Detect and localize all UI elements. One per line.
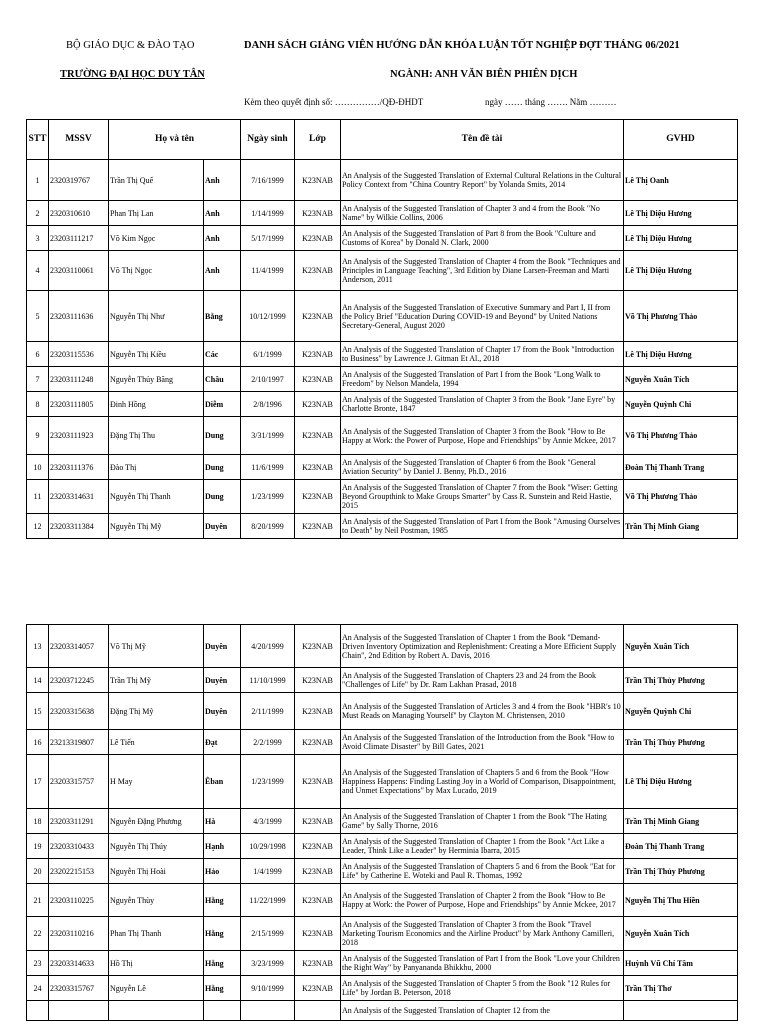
row-student-id: 23203111248 bbox=[49, 367, 109, 392]
row-student-id: 23203314631 bbox=[49, 480, 109, 514]
row-first-name: Anh bbox=[204, 251, 241, 291]
row-student-id: 2320319767 bbox=[49, 160, 109, 201]
row-supervisor: Võ Thị Phương Thảo bbox=[624, 480, 738, 514]
row-supervisor: Lê Thị Diệu Hương bbox=[624, 201, 738, 226]
row-class: K23NAB bbox=[295, 417, 341, 455]
row-class: K23NAB bbox=[295, 809, 341, 834]
table-row bbox=[27, 392, 738, 417]
row-birth-date: 6/1/1999 bbox=[241, 342, 295, 367]
row-class: K23NAB bbox=[295, 755, 341, 809]
row-last-name: Nguyễn Thị Thúy bbox=[109, 834, 204, 859]
row-topic: An Analysis of the Suggested Translation of Chapters 23 and 24 from the Book "Challenges of Life" by Dr. Ram Lakhan Prasad, 2018 bbox=[341, 668, 624, 693]
row-student-id: 23203712245 bbox=[49, 668, 109, 693]
row-topic: An Analysis of the Suggested Translation of Chapters 5 and 6 from the Book "How Happiness Happens: Finding Lasting Joy in a World of Comparison, Disappointment, and Unmet Expectations" by Max Lucado, 2019 bbox=[341, 755, 624, 809]
table-row bbox=[27, 201, 738, 226]
row-supervisor: Nguyễn Thị Thu Hiền bbox=[624, 884, 738, 917]
row-birth-date: 5/17/1999 bbox=[241, 226, 295, 251]
row-class bbox=[295, 1001, 341, 1021]
row-class: K23NAB bbox=[295, 514, 341, 539]
row-student-id: 23203110061 bbox=[49, 251, 109, 291]
table-row bbox=[27, 730, 738, 755]
row-student-id: 23203111636 bbox=[49, 291, 109, 342]
row-birth-date: 1/14/1999 bbox=[241, 201, 295, 226]
row-stt: 17 bbox=[27, 755, 49, 809]
row-topic: An Analysis of the Suggested Translation of Chapter 7 from the Book "Wiser: Getting Beyond Groupthink to Make Groups Smarter" by Cass R. Sunstein and Reid Hastie, 2015 bbox=[341, 480, 624, 514]
row-first-name: Dung bbox=[204, 417, 241, 455]
row-supervisor: Nguyễn Xuân Tích bbox=[624, 625, 738, 668]
row-stt: 24 bbox=[27, 976, 49, 1001]
row-birth-date: 2/15/1999 bbox=[241, 917, 295, 951]
row-class: K23NAB bbox=[295, 834, 341, 859]
row-last-name bbox=[109, 1001, 204, 1021]
row-stt: 10 bbox=[27, 455, 49, 480]
row-topic: An Analysis of the Suggested Translation of Chapter 3 from the Book "Travel Marketing Tourism Economics and the Airline Product" by Mark Anthony Camilleri, 2018 bbox=[341, 917, 624, 951]
document-title: DANH SÁCH GIẢNG VIÊN HƯỚNG DẪN KHÓA LUẬN TỐT NGHIỆP ĐỢT THÁNG 06/2021 bbox=[244, 40, 680, 51]
header-dob: Ngày sinh bbox=[241, 120, 295, 160]
row-stt: 6 bbox=[27, 342, 49, 367]
row-student-id: 23203314057 bbox=[49, 625, 109, 668]
row-class: K23NAB bbox=[295, 251, 341, 291]
row-last-name: Hồ Thị bbox=[109, 951, 204, 976]
row-class: K23NAB bbox=[295, 367, 341, 392]
row-supervisor: Trần Thị Thủy Phương bbox=[624, 859, 738, 884]
row-supervisor: Nguyễn Xuân Tích bbox=[624, 367, 738, 392]
row-topic: An Analysis of the Suggested Translation of Chapter 3 from the Book "How to Be Happy at Work: the Power of Purpose, Hope and Friendships" by Annie Mckee, 2017 bbox=[341, 417, 624, 455]
row-student-id: 23203311291 bbox=[49, 809, 109, 834]
table-row bbox=[27, 251, 738, 291]
row-student-id: 23203310433 bbox=[49, 834, 109, 859]
row-stt: 22 bbox=[27, 917, 49, 951]
row-birth-date: 11/6/1999 bbox=[241, 455, 295, 480]
row-student-id: 23203311384 bbox=[49, 514, 109, 539]
row-topic: An Analysis of the Suggested Translation of Chapter 5 from the Book "12 Rules for Life" by Jordan B. Peterson, 2018 bbox=[341, 976, 624, 1001]
row-supervisor: Huỳnh Vũ Chí Tâm bbox=[624, 951, 738, 976]
row-first-name: Duyên bbox=[204, 625, 241, 668]
row-student-id: 2320310610 bbox=[49, 201, 109, 226]
row-first-name: Hạnh bbox=[204, 834, 241, 859]
row-last-name: Nguyễn Thị Kiều bbox=[109, 342, 204, 367]
row-topic: An Analysis of the Suggested Translation of Chapters 5 and 6 from the Book "Eat for Life" by Catherine E. Woteki and Paul R. Thomas, 1992 bbox=[341, 859, 624, 884]
row-class: K23NAB bbox=[295, 342, 341, 367]
row-class: K23NAB bbox=[295, 976, 341, 1001]
row-class: K23NAB bbox=[295, 226, 341, 251]
table-row bbox=[27, 417, 738, 455]
row-student-id: 23203110216 bbox=[49, 917, 109, 951]
row-class: K23NAB bbox=[295, 392, 341, 417]
row-stt: 3 bbox=[27, 226, 49, 251]
row-stt: 16 bbox=[27, 730, 49, 755]
row-stt: 9 bbox=[27, 417, 49, 455]
row-last-name: Võ Thị Ngọc bbox=[109, 251, 204, 291]
row-student-id: 23203110225 bbox=[49, 884, 109, 917]
header-name: Họ và tên bbox=[109, 120, 241, 160]
row-student-id: 23203315638 bbox=[49, 693, 109, 730]
row-birth-date: 10/29/1998 bbox=[241, 834, 295, 859]
row-birth-date: 3/31/1999 bbox=[241, 417, 295, 455]
row-birth-date: 3/23/1999 bbox=[241, 951, 295, 976]
header-stt: STT bbox=[27, 120, 49, 160]
row-last-name: Đặng Thị Thu bbox=[109, 417, 204, 455]
row-first-name: Duyên bbox=[204, 668, 241, 693]
row-supervisor: Trần Thị Thơ bbox=[624, 976, 738, 1001]
table-row bbox=[27, 291, 738, 342]
row-last-name: Võ Thị Mỹ bbox=[109, 625, 204, 668]
table-row bbox=[27, 834, 738, 859]
row-supervisor: Đoàn Thị Thanh Trang bbox=[624, 455, 738, 480]
row-topic: An Analysis of the Suggested Translation of Chapter 12 from the bbox=[341, 1001, 624, 1021]
row-stt: 1 bbox=[27, 160, 49, 201]
row-birth-date: 1/4/1999 bbox=[241, 859, 295, 884]
row-birth-date: 1/23/1999 bbox=[241, 480, 295, 514]
table-row bbox=[27, 480, 738, 514]
row-last-name: Nguyễn Thị Mỹ bbox=[109, 514, 204, 539]
row-topic: An Analysis of the Suggested Translation of Part 8 from the Book "Culture and Customs of Korea" by Donald N. Clark, 2000 bbox=[341, 226, 624, 251]
row-class: K23NAB bbox=[295, 951, 341, 976]
row-stt: 14 bbox=[27, 668, 49, 693]
row-last-name: Đặng Thị Mỹ bbox=[109, 693, 204, 730]
row-student-id bbox=[49, 1001, 109, 1021]
row-last-name: Lê Tiến bbox=[109, 730, 204, 755]
row-birth-date: 1/23/1999 bbox=[241, 755, 295, 809]
row-stt: 15 bbox=[27, 693, 49, 730]
row-stt: 12 bbox=[27, 514, 49, 539]
row-topic: An Analysis of the Suggested Translation of Chapter 1 from the Book "The Hating Game" by Sally Thorne, 2016 bbox=[341, 809, 624, 834]
student-table-page2 bbox=[26, 624, 738, 1021]
row-student-id: 23203111805 bbox=[49, 392, 109, 417]
row-first-name: Anh bbox=[204, 201, 241, 226]
student-table-page1 bbox=[26, 119, 738, 539]
row-topic: An Analysis of the Suggested Translation of Chapter 17 from the Book "Introduction to Business" by Lawrence J. Gitman Et Al., 2018 bbox=[341, 342, 624, 367]
row-class: K23NAB bbox=[295, 625, 341, 668]
row-birth-date: 2/10/1997 bbox=[241, 367, 295, 392]
table-row bbox=[27, 668, 738, 693]
row-last-name: Võ Kim Ngọc bbox=[109, 226, 204, 251]
row-stt: 13 bbox=[27, 625, 49, 668]
row-class: K23NAB bbox=[295, 693, 341, 730]
table-row bbox=[27, 514, 738, 539]
row-supervisor: Trần Thị Thủy Phương bbox=[624, 668, 738, 693]
row-last-name: Phan Thị Lan bbox=[109, 201, 204, 226]
row-supervisor: Nguyễn Xuân Tích bbox=[624, 917, 738, 951]
row-first-name: Hảo bbox=[204, 859, 241, 884]
row-first-name: Hà bbox=[204, 809, 241, 834]
row-last-name: Nguyễn Đặng Phương bbox=[109, 809, 204, 834]
table-row bbox=[27, 859, 738, 884]
table-row bbox=[27, 160, 738, 201]
row-first-name: Diễm bbox=[204, 392, 241, 417]
decision-line: Kèm theo quyết định số: ……………/QĐ-ĐHDT bbox=[244, 97, 424, 107]
row-class: K23NAB bbox=[295, 201, 341, 226]
table-row bbox=[27, 976, 738, 1001]
row-student-id: 23202215153 bbox=[49, 859, 109, 884]
row-supervisor: Lê Thị Diệu Hương bbox=[624, 226, 738, 251]
row-supervisor: Võ Thị Phương Thảo bbox=[624, 291, 738, 342]
row-supervisor: Trần Thị Minh Giang bbox=[624, 514, 738, 539]
row-first-name: Hằng bbox=[204, 917, 241, 951]
row-class: K23NAB bbox=[295, 291, 341, 342]
row-last-name: Nguyễn Thị Hoài bbox=[109, 859, 204, 884]
table-row bbox=[27, 917, 738, 951]
row-student-id: 23203111376 bbox=[49, 455, 109, 480]
row-class: K23NAB bbox=[295, 859, 341, 884]
header-mssv: MSSV bbox=[49, 120, 109, 160]
row-stt: 18 bbox=[27, 809, 49, 834]
row-first-name: Châu bbox=[204, 367, 241, 392]
row-supervisor: Trần Thị Minh Giang bbox=[624, 809, 738, 834]
row-birth-date bbox=[241, 1001, 295, 1021]
row-supervisor: Lê Thị Oanh bbox=[624, 160, 738, 201]
row-stt: 7 bbox=[27, 367, 49, 392]
row-stt: 11 bbox=[27, 480, 49, 514]
row-topic: An Analysis of the Suggested Translation of the Introduction from the Book "How to Avoid Climate Disaster" by Bill Gates, 2021 bbox=[341, 730, 624, 755]
row-topic: An Analysis of the Suggested Translation of Executive Summary and Part I, II from the Policy Brief "Education During COVID-19 and Beyond" by United Nations Secretary-General, August 2020 bbox=[341, 291, 624, 342]
row-birth-date: 7/16/1999 bbox=[241, 160, 295, 201]
row-topic: An Analysis of the Suggested Translation of Part I from the Book "Amusing Ourselves to Death" by Neil Postman, 1985 bbox=[341, 514, 624, 539]
row-supervisor: Võ Thị Phương Thảo bbox=[624, 417, 738, 455]
row-topic: An Analysis of the Suggested Translation of Part I from the Book "Long Walk to Freedom" by Nelson Mandela, 1994 bbox=[341, 367, 624, 392]
row-first-name: Dung bbox=[204, 480, 241, 514]
row-birth-date: 4/3/1999 bbox=[241, 809, 295, 834]
table-row bbox=[27, 951, 738, 976]
row-student-id: 23213319807 bbox=[49, 730, 109, 755]
row-first-name: Các bbox=[204, 342, 241, 367]
row-supervisor: Trần Thị Thủy Phương bbox=[624, 730, 738, 755]
row-last-name: Nguyễn Lê bbox=[109, 976, 204, 1001]
row-stt: 4 bbox=[27, 251, 49, 291]
row-class: K23NAB bbox=[295, 455, 341, 480]
row-last-name: Nguyễn Thị Như bbox=[109, 291, 204, 342]
row-student-id: 23203111217 bbox=[49, 226, 109, 251]
row-last-name: H May bbox=[109, 755, 204, 809]
row-class: K23NAB bbox=[295, 884, 341, 917]
row-birth-date: 11/10/1999 bbox=[241, 668, 295, 693]
row-supervisor: Lê Thị Diệu Hương bbox=[624, 251, 738, 291]
row-student-id: 23203115536 bbox=[49, 342, 109, 367]
row-topic: An Analysis of the Suggested Translation of Chapter 1 from the Book "Demand-Driven Inventory Optimization and Replenishment: Creating a More Efficient Supply Chain", 2nd Edition by Robert A. Davis, 2016 bbox=[341, 625, 624, 668]
row-stt: 2 bbox=[27, 201, 49, 226]
row-topic: An Analysis of the Suggested Translation of Chapter 3 from the Book "Jane Eyre" by Charlotte Bronte, 1847 bbox=[341, 392, 624, 417]
table-row bbox=[27, 1001, 738, 1021]
row-first-name: Hằng bbox=[204, 951, 241, 976]
row-birth-date: 9/10/1999 bbox=[241, 976, 295, 1001]
row-birth-date: 2/11/1999 bbox=[241, 693, 295, 730]
row-birth-date: 4/20/1999 bbox=[241, 625, 295, 668]
row-first-name bbox=[204, 1001, 241, 1021]
row-student-id: 23203314633 bbox=[49, 951, 109, 976]
row-stt: 19 bbox=[27, 834, 49, 859]
row-topic: An Analysis of the Suggested Translation of Part I from the Book "Love your Children the Right Way" by Panyananda Bhikkhu, 2000 bbox=[341, 951, 624, 976]
row-supervisor bbox=[624, 1001, 738, 1021]
row-topic: An Analysis of the Suggested Translation of Articles 3 and 4 from the Book "HBR's 10 Must Reads on Managing Yourself" by Clayton M. Christensen, 2010 bbox=[341, 693, 624, 730]
school-name: TRƯỜNG ĐẠI HỌC DUY TÂN bbox=[60, 69, 205, 80]
row-student-id: 23203315757 bbox=[49, 755, 109, 809]
table-row bbox=[27, 809, 738, 834]
row-topic: An Analysis of the Suggested Translation of Chapter 3 and 4 from the Book "No Name" by Wilkie Collins, 2006 bbox=[341, 201, 624, 226]
table-row bbox=[27, 625, 738, 668]
row-last-name: Trần Thị Mỹ bbox=[109, 668, 204, 693]
row-topic: An Analysis of the Suggested Translation of Chapter 4 from the Book "Techniques and Principles in Language Teaching", 3rd Edition by Diane Larsen-Freeman and Marti Anderson, 2011 bbox=[341, 251, 624, 291]
major-name: NGÀNH: ANH VĂN BIÊN PHIÊN DỊCH bbox=[390, 69, 578, 80]
row-student-id: 23203111923 bbox=[49, 417, 109, 455]
row-last-name: Trần Thị Quế bbox=[109, 160, 204, 201]
row-last-name: Nguyễn Thùy bbox=[109, 884, 204, 917]
header-topic: Tên đề tài bbox=[341, 120, 624, 160]
row-class: K23NAB bbox=[295, 480, 341, 514]
table-row bbox=[27, 455, 738, 480]
row-topic: An Analysis of the Suggested Translation of External Cultural Relations in the Cultural Policy Context from "China Country Report" by Yolanda Smits, 2014 bbox=[341, 160, 624, 201]
row-stt: 8 bbox=[27, 392, 49, 417]
row-stt bbox=[27, 1001, 49, 1021]
row-last-name: Phan Thị Thanh bbox=[109, 917, 204, 951]
row-supervisor: Lê Thị Diệu Hương bbox=[624, 755, 738, 809]
row-birth-date: 11/4/1999 bbox=[241, 251, 295, 291]
row-first-name: Duyên bbox=[204, 514, 241, 539]
header-supervisor: GVHD bbox=[624, 120, 738, 160]
table-row bbox=[27, 226, 738, 251]
row-first-name: Dung bbox=[204, 455, 241, 480]
row-birth-date: 8/20/1999 bbox=[241, 514, 295, 539]
row-birth-date: 10/12/1999 bbox=[241, 291, 295, 342]
row-last-name: Nguyễn Thủy Băng bbox=[109, 367, 204, 392]
row-first-name: Duyên bbox=[204, 693, 241, 730]
row-birth-date: 2/2/1999 bbox=[241, 730, 295, 755]
row-topic: An Analysis of the Suggested Translation of Chapter 1 from the Book "Act Like a Leader, Think Like a Leader" by Herminia Ibarra, 2015 bbox=[341, 834, 624, 859]
row-last-name: Đinh Hồng bbox=[109, 392, 204, 417]
row-first-name: Anh bbox=[204, 226, 241, 251]
row-last-name: Đào Thị bbox=[109, 455, 204, 480]
row-class: K23NAB bbox=[295, 668, 341, 693]
row-class: K23NAB bbox=[295, 730, 341, 755]
table-row bbox=[27, 755, 738, 809]
row-first-name: Anh bbox=[204, 160, 241, 201]
row-topic: An Analysis of the Suggested Translation of Chapter 6 from the Book "General Aviation Security" by Daniel J. Benny, Ph.D., 2016 bbox=[341, 455, 624, 480]
row-birth-date: 11/22/1999 bbox=[241, 884, 295, 917]
row-stt: 20 bbox=[27, 859, 49, 884]
table-row bbox=[27, 367, 738, 392]
row-first-name: Hằng bbox=[204, 976, 241, 1001]
row-supervisor: Đoàn Thị Thanh Trang bbox=[624, 834, 738, 859]
row-topic: An Analysis of the Suggested Translation of Chapter 2 from the Book "How to Be Happy at Work: the Power of Purpose, Hope and Friendships" by Annie Mckee, 2017 bbox=[341, 884, 624, 917]
row-supervisor: Lê Thị Diệu Hương bbox=[624, 342, 738, 367]
row-supervisor: Nguyễn Quỳnh Chi bbox=[624, 693, 738, 730]
row-first-name: Êban bbox=[204, 755, 241, 809]
table-row bbox=[27, 693, 738, 730]
row-first-name: Đạt bbox=[204, 730, 241, 755]
date-line: ngày …… tháng ……. Năm ……… bbox=[485, 97, 617, 107]
table-row bbox=[27, 884, 738, 917]
row-stt: 5 bbox=[27, 291, 49, 342]
row-last-name: Nguyễn Thị Thanh bbox=[109, 480, 204, 514]
row-birth-date: 2/8/1996 bbox=[241, 392, 295, 417]
row-class: K23NAB bbox=[295, 160, 341, 201]
row-stt: 23 bbox=[27, 951, 49, 976]
row-class: K23NAB bbox=[295, 917, 341, 951]
row-stt: 21 bbox=[27, 884, 49, 917]
row-first-name: Hằng bbox=[204, 884, 241, 917]
organization-name: BỘ GIÁO DỤC & ĐÀO TẠO bbox=[66, 40, 195, 51]
row-first-name: Bằng bbox=[204, 291, 241, 342]
row-supervisor: Nguyễn Quỳnh Chi bbox=[624, 392, 738, 417]
header-class: Lớp bbox=[295, 120, 341, 160]
row-student-id: 23203315767 bbox=[49, 976, 109, 1001]
table-row bbox=[27, 342, 738, 367]
